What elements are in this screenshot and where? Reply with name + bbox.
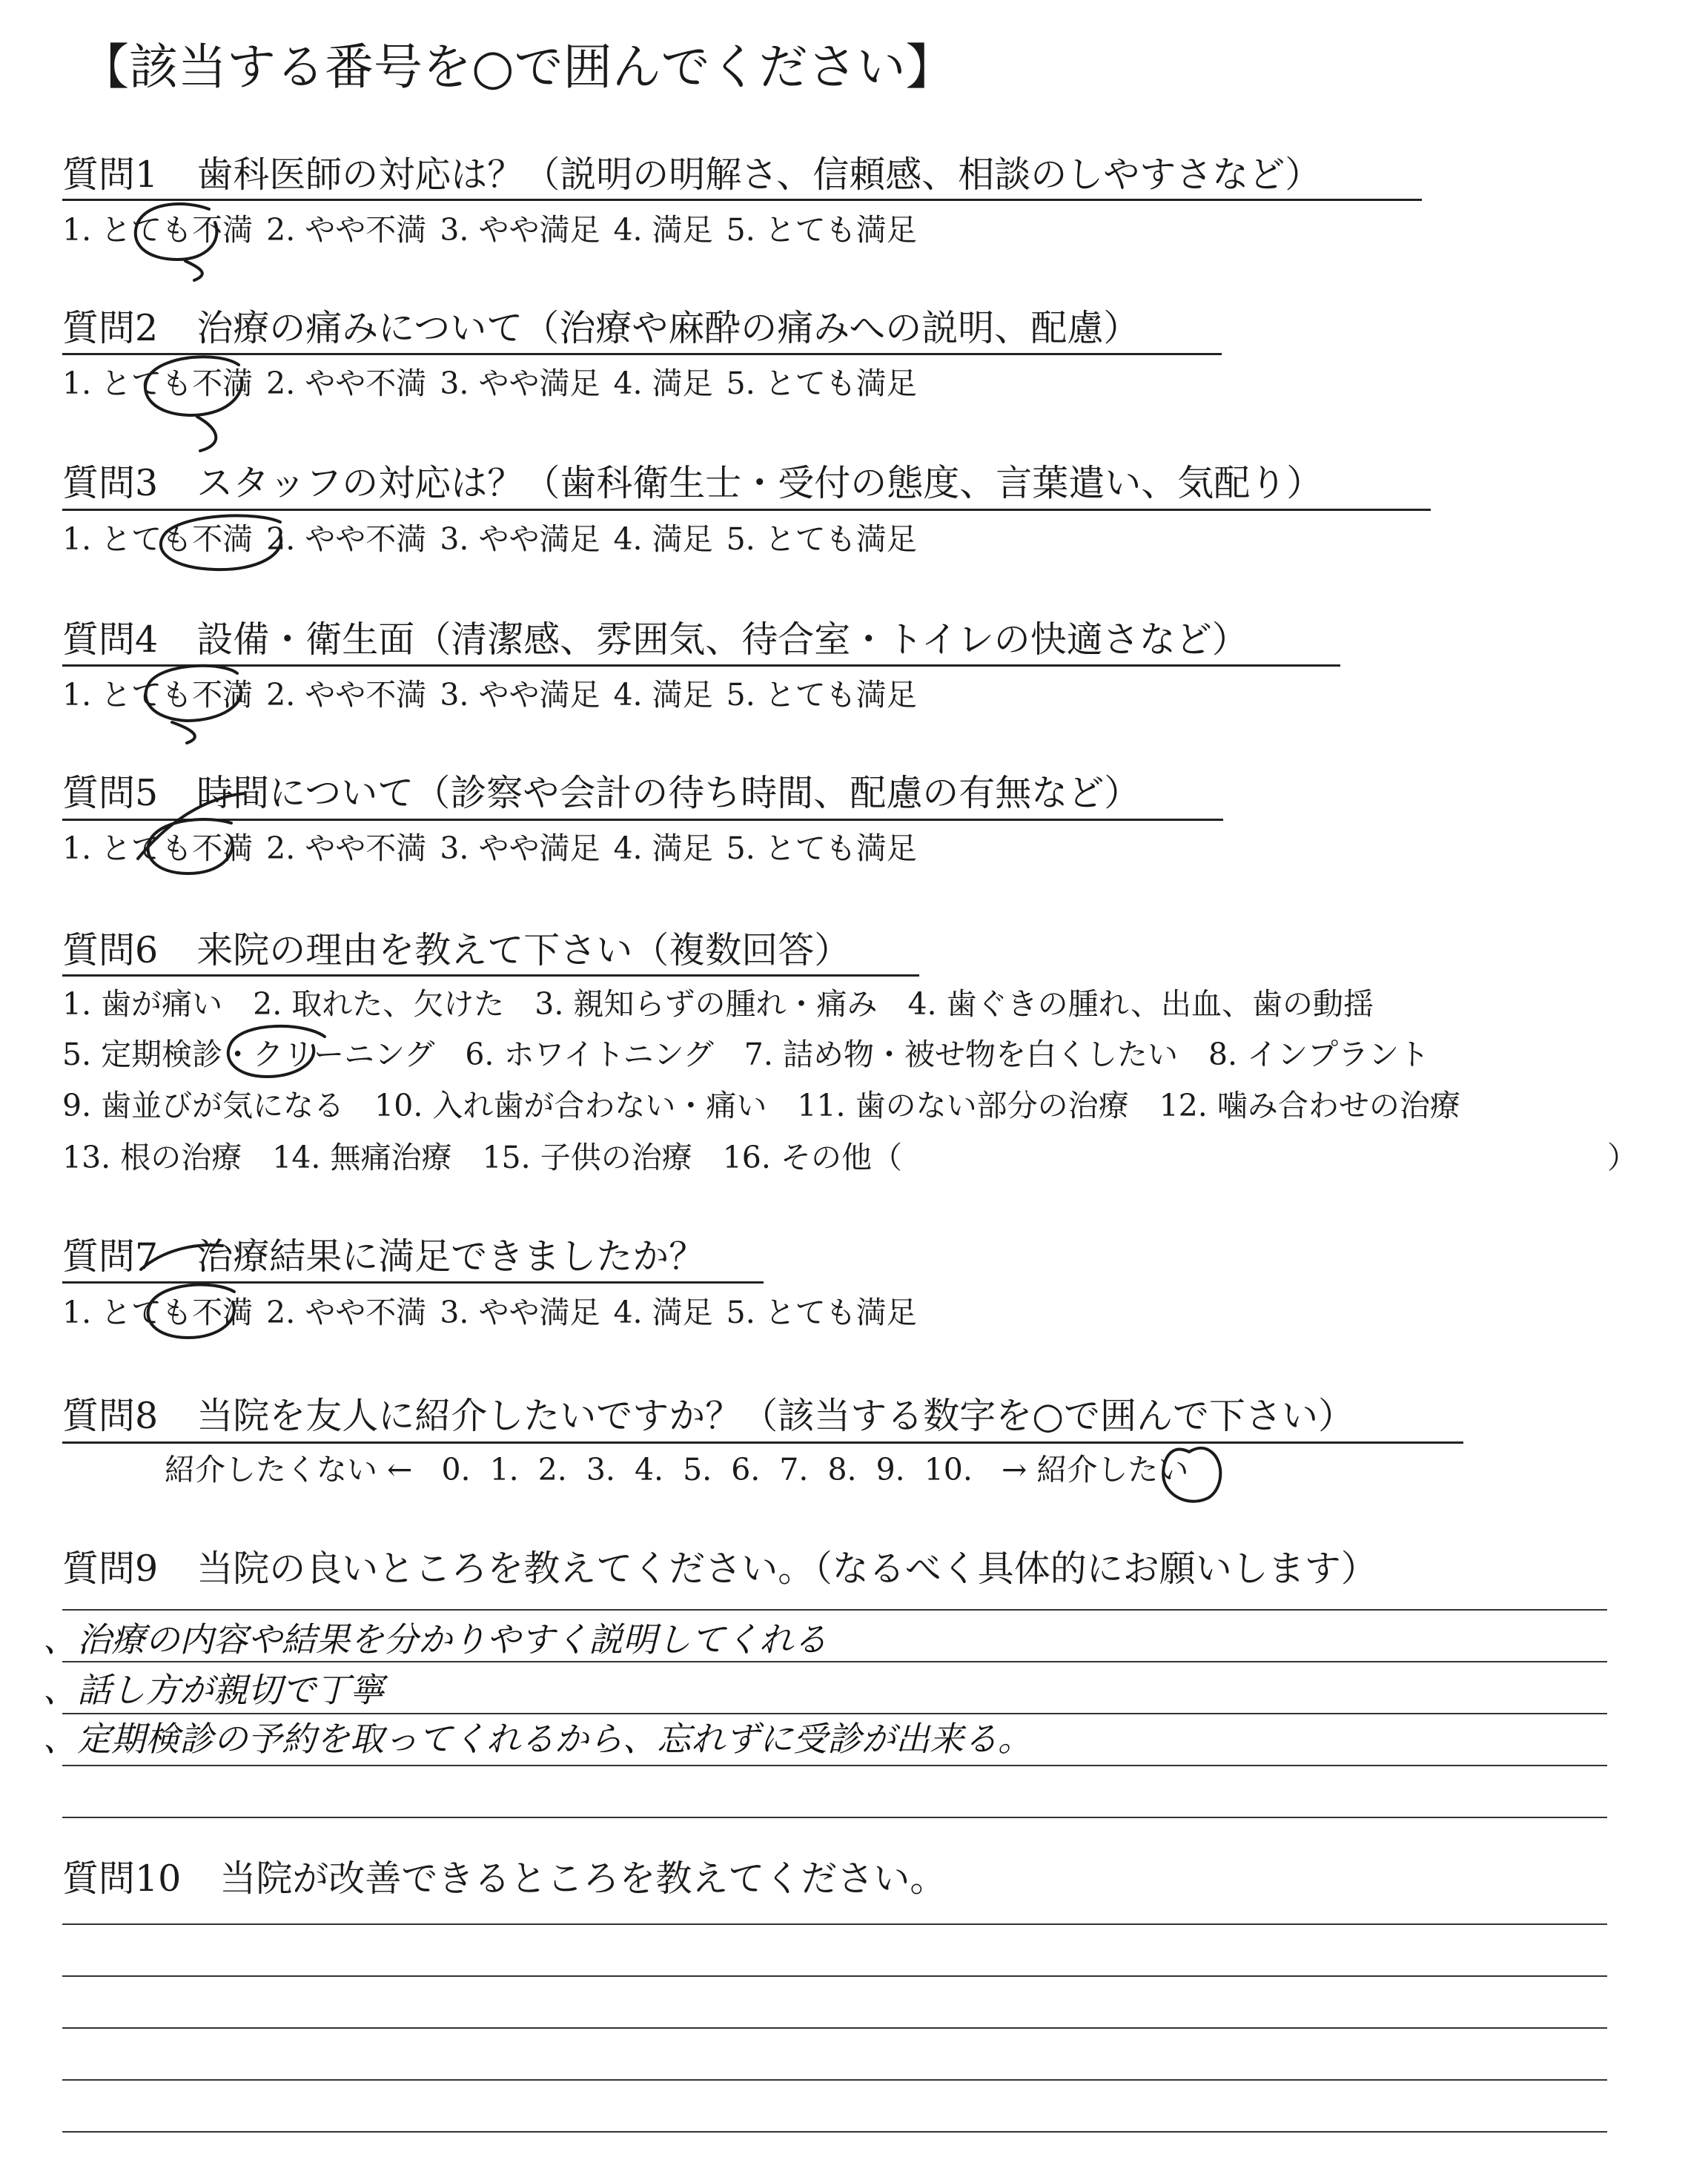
q6-options-row-3[interactable]: 9. 歯並びが気になる 10. 入れ歯が合わない・痛い 11. 歯のない部分の治療 12. 噛み合わせの治療: [62, 1088, 1460, 1123]
question-label: 質問6: [62, 929, 159, 971]
nps-option[interactable]: 7.: [779, 1452, 809, 1487]
option[interactable]: 3. やや満足: [440, 830, 600, 866]
option[interactable]: 5. とても満足: [726, 212, 917, 248]
question-text: 当院が改善できるところを教えてください。: [219, 1857, 947, 1900]
question-text: 治療の痛みについて（治療や麻酔の痛みへの説明、配慮）: [196, 307, 1140, 349]
q1-circle-mark: [136, 204, 217, 280]
option[interactable]: 3. やや満足: [440, 1295, 600, 1330]
option[interactable]: 4. 満足: [613, 366, 713, 401]
option[interactable]: 4. 満足: [613, 677, 713, 713]
q2-circle-mark: [145, 357, 242, 451]
question-label: 質問3: [62, 462, 159, 504]
option[interactable]: 3. やや満足: [440, 366, 600, 401]
option[interactable]: 3. やや満足: [440, 677, 600, 713]
nps-option[interactable]: 2.: [537, 1452, 567, 1487]
question-text: 来院の理由を教えて下さい（複数回答）: [196, 929, 851, 971]
q9-answer-2[interactable]: 、話し方が親切で丁寧: [43, 1670, 384, 1710]
option[interactable]: 1. とても不満: [62, 212, 254, 248]
q6-options-row-2[interactable]: 5. 定期検診・クリーニング 6. ホワイトニング 7. 詰め物・被せ物を白くしたい 8. インプラント: [62, 1037, 1430, 1072]
page-title: 【該当する番号を○で囲んでください】: [80, 39, 955, 96]
nps-option[interactable]: 4.: [634, 1452, 664, 1487]
q9-answer-3[interactable]: 、定期検診の予約を取ってくれるから、忘れずに受診が出来る。: [43, 1719, 1032, 1759]
question-text: 設備・衛生面（清潔感、雰囲気、待合室・トイレの快適さなど）: [196, 618, 1248, 661]
question-label: 質問1: [62, 153, 159, 196]
question-label: 質問4: [62, 618, 159, 661]
option[interactable]: 2. やや不満: [266, 677, 427, 713]
nps-option[interactable]: 3.: [586, 1452, 615, 1487]
nps-option[interactable]: 10.: [924, 1452, 973, 1487]
q9-answer-1[interactable]: 、治療の内容や結果を分かりやすく説明してくれる: [43, 1619, 827, 1659]
question-text: 当院の良いところを教えてください。（なるべく具体的にお願いします）: [196, 1548, 1377, 1590]
question-label: 質問9: [62, 1548, 159, 1590]
q6-options-row-1[interactable]: 1. 歯が痛い 2. 取れた、欠けた 3. 親知らずの腫れ・痛み 4. 歯ぐきの腫れ、出血、歯の動揺: [62, 986, 1374, 1022]
question-label: 質問8: [62, 1395, 159, 1437]
nps-right-label: → 紹介したい: [1001, 1452, 1189, 1487]
option[interactable]: 5. とても満足: [726, 366, 917, 401]
nps-option[interactable]: 8.: [827, 1452, 857, 1487]
option[interactable]: 3. やや満足: [440, 521, 600, 557]
question-text: スタッフの対応は？（歯科衛生士・受付の態度、言葉遣い、気配り）: [196, 462, 1323, 504]
option[interactable]: 1. とても不満: [62, 1295, 254, 1330]
option[interactable]: 4. 満足: [613, 212, 713, 248]
nps-option[interactable]: 9.: [875, 1452, 905, 1487]
option[interactable]: 1. とても不満: [62, 521, 254, 557]
nps-option[interactable]: 0.: [441, 1452, 471, 1487]
question-text: 時間について（診察や会計の待ち時間、配慮の有無など）: [196, 772, 1141, 814]
option[interactable]: 2. やや不満: [266, 1295, 427, 1330]
nps-option[interactable]: 1.: [489, 1452, 519, 1487]
q6-options-row-4[interactable]: 13. 根の治療 14. 無痛治療 15. 子供の治療 16. その他（: [62, 1140, 902, 1175]
option[interactable]: 2. やや不満: [266, 830, 427, 866]
question-text: 治療結果に満足できましたか？: [196, 1235, 706, 1278]
option[interactable]: 5. とても満足: [726, 830, 917, 866]
nps-left-label: 紹介したくない ←: [165, 1452, 413, 1487]
option[interactable]: 2. やや不満: [266, 521, 427, 557]
option[interactable]: 4. 満足: [613, 830, 713, 866]
q8-circle-mark: [1163, 1448, 1220, 1502]
option[interactable]: 2. やや不満: [266, 366, 427, 401]
nps-option[interactable]: 6.: [731, 1452, 761, 1487]
option[interactable]: 5. とても満足: [726, 677, 917, 713]
question-label: 質問5: [62, 772, 159, 814]
question-label: 質問7: [62, 1235, 159, 1278]
q5-circle-mark: [138, 793, 245, 873]
question-text: 歯科医師の対応は？（説明の明解さ、信頼感、相談のしやすさなど）: [196, 153, 1322, 196]
nps-option[interactable]: 5.: [683, 1452, 712, 1487]
q6-circle-mark: [228, 1026, 325, 1077]
q4-circle-mark: [146, 666, 242, 743]
option[interactable]: 1. とても不満: [62, 366, 254, 401]
question-label: 質問2: [62, 307, 159, 349]
option[interactable]: 4. 満足: [613, 1295, 713, 1330]
option[interactable]: 3. やや満足: [440, 212, 600, 248]
q3-circle-mark: [161, 515, 281, 569]
q6-other-close: ）: [1607, 1140, 1638, 1175]
q7-circle-mark: [141, 1245, 234, 1338]
option[interactable]: 5. とても満足: [726, 1295, 917, 1330]
option[interactable]: 5. とても満足: [726, 521, 917, 557]
question-text: 当院を友人に紹介したいですか？（該当する数字を○で囲んで下さい）: [196, 1395, 1354, 1437]
option[interactable]: 2. やや不満: [266, 212, 427, 248]
option[interactable]: 4. 満足: [613, 521, 713, 557]
option[interactable]: 1. とても不満: [62, 830, 254, 866]
option[interactable]: 1. とても不満: [62, 677, 254, 713]
question-label: 質問10: [62, 1857, 182, 1900]
